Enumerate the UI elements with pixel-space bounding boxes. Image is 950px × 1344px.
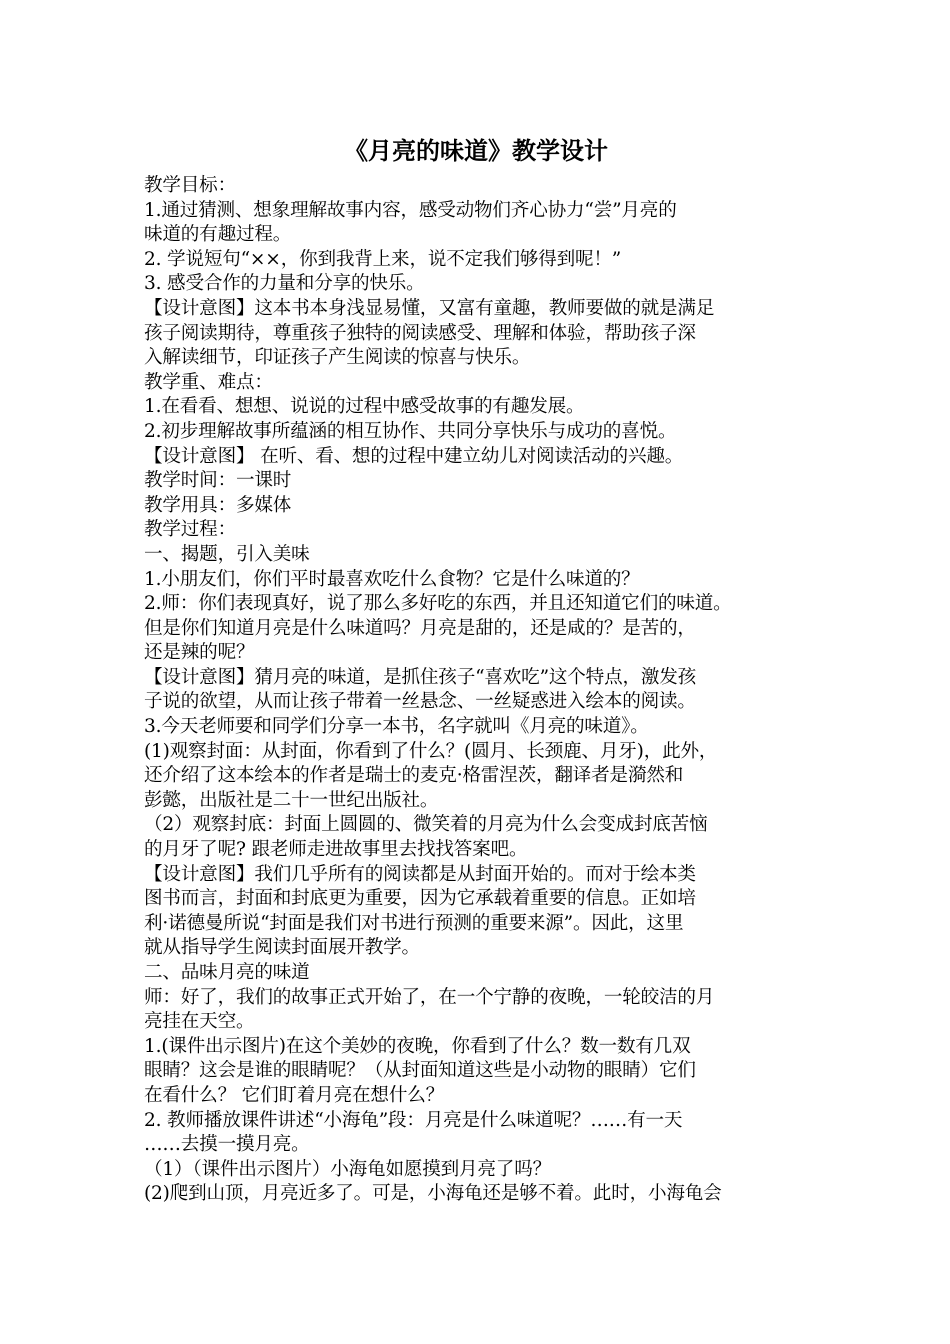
body-line: 在看什么？ 它们盯着月亮在想什么？ [144, 1084, 445, 1106]
body-line: 一、揭题，引入美味 [144, 543, 310, 565]
body-line: （1）（课件出示图片）小海龟如愿摸到月亮了吗？ [144, 1158, 551, 1180]
body-line: 3.今天老师要和同学们分享一本书，名字就叫《月亮的味道》。 [144, 716, 649, 738]
body-line: 1.通过猜测、想象理解故事内容，感受动物们齐心协力“尝”月亮的 [144, 199, 677, 221]
body-line: 师：好了，我们的故事正式开始了，在一个宁静的夜晚，一轮皎洁的月 [144, 986, 715, 1008]
body-line: 教学过程： [144, 519, 236, 541]
body-line: 图书而言，封面和封底更为重要，因为它承载着重要的信息。正如培 [144, 888, 696, 910]
body-line: 二、品味月亮的味道 [144, 962, 310, 983]
body-line: 2. 学说短句“××，你到我背上来，说不定我们够得到呢！” [144, 248, 622, 270]
body-line: 还介绍了这本绘本的作者是瑞士的麦克·格雷涅茨，翻译者是漪然和 [144, 765, 684, 787]
body-line: 3. 感受合作的力量和分享的快乐。 [144, 273, 425, 295]
body-line: 【设计意图】这本书本身浅显易懂，又富有童趣，教师要做的就是满足 [144, 297, 715, 319]
body-line: 教学用具：多媒体 [144, 494, 292, 516]
body-line: ……去摸一摸月亮。 [144, 1134, 310, 1156]
body-line: (2)爬到山顶，月亮近多了。可是，小海龟还是够不着。此时，小海龟会 [144, 1183, 722, 1205]
body-line: 还是辣的呢？ [144, 642, 255, 664]
body-line: 教学重、难点： [144, 371, 273, 393]
body-line: 【设计意图】我们几乎所有的阅读都是从封面开始的。而对于绘本类 [144, 863, 696, 885]
body-line: 2.初步理解故事所蕴涵的相互协作、共同分享快乐与成功的喜悦。 [144, 420, 677, 442]
body-line: 味道的有趣过程。 [144, 224, 292, 246]
document-page [144, 132, 808, 1207]
body-line: 但是你们知道月亮是什么味道吗？月亮是甜的，还是咸的？是苦的， [144, 617, 696, 639]
document-body [144, 174, 808, 1207]
body-line: 1.小朋友们，你们平时最喜欢吃什么食物？它是什么味道的？ [144, 568, 640, 590]
body-line: 子说的欲望，从而让孩子带着一丝悬念、一丝疑惑进入绘本的阅读。 [144, 691, 696, 713]
document-title: 《月亮的味道》教学设计 [344, 136, 608, 165]
body-line: 1.(课件出示图片)在这个美妙的夜晚，你看到了什么？数一数有几双 [144, 1035, 691, 1057]
body-line: （2）观察封底：封面上圆圆的、微笑着的月亮为什么会变成封底苦恼 [144, 814, 708, 836]
body-line: 眼睛？这会是谁的眼睛呢？（从封面知道这些是小动物的眼睛）它们 [144, 1060, 696, 1082]
body-line: 孩子阅读期待，尊重孩子独特的阅读感受、理解和体验，帮助孩子深 [144, 322, 696, 344]
body-line: 彭懿，出版社是二十一世纪出版社。 [144, 789, 439, 811]
body-line: 的月牙了呢? 跟老师走进故事里去找找答案吧。 [144, 839, 528, 861]
body-line: 【设计意图】 在听、看、想的过程中建立幼儿对阅读活动的兴趣。 [144, 445, 684, 467]
body-line: 就从指导学生阅读封面展开教学。 [144, 937, 420, 959]
body-line: 亮挂在天空。 [144, 1011, 255, 1033]
body-line: (1)观察封面：从封面，你看到了什么？(圆月、长颈鹿、月牙)，此外， [144, 740, 718, 762]
body-line: 【设计意图】猜月亮的味道，是抓住孩子“喜欢吃”这个特点，激发孩 [144, 666, 697, 688]
body-line: 2.师：你们表现真好，说了那么多好吃的东西，并且还知道它们的味道。 [144, 593, 732, 615]
body-line: 教学目标： [144, 175, 236, 196]
body-line: 1.在看看、想想、说说的过程中感受故事的有趣发展。 [144, 396, 585, 418]
body-line: 入解读细节，印证孩子产生阅读的惊喜与快乐。 [144, 347, 531, 369]
body-line: 利·诺德曼所说“封面是我们对书进行预测的重要来源”。因此，这里 [144, 912, 684, 934]
body-line: 2. 教师播放课件讲述“小海龟”段：月亮是什么味道呢？……有一天 [144, 1109, 683, 1131]
body-line: 教学时间：一课时 [144, 470, 292, 492]
